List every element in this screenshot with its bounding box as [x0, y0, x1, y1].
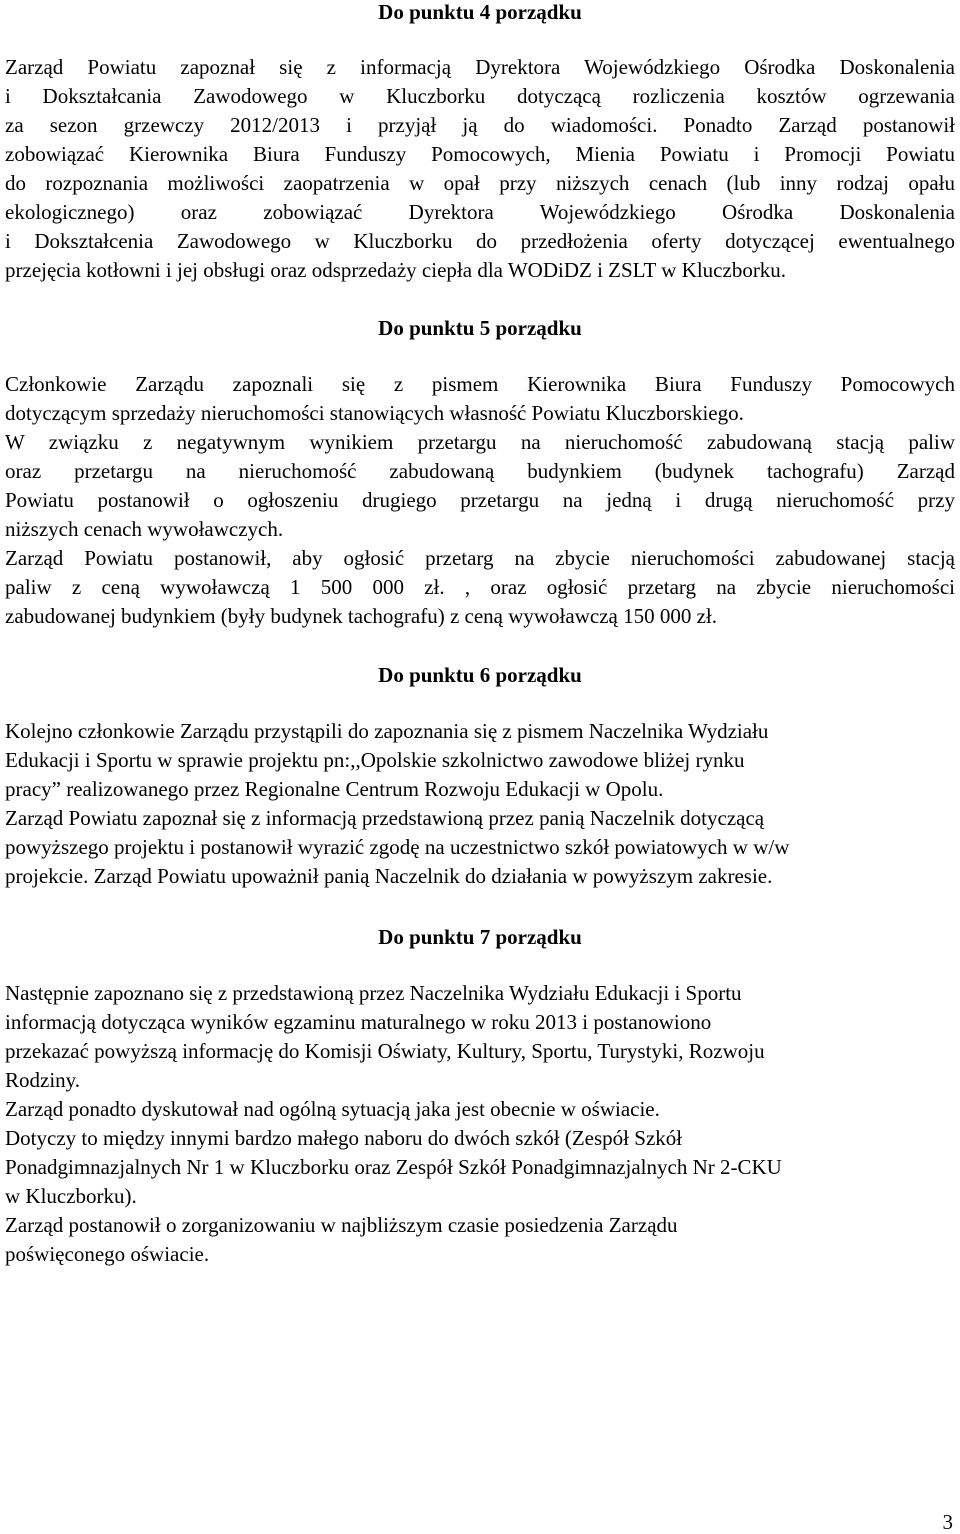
paragraph-line: informacją dotycząca wyników egzaminu maturalnego w roku 2013 i postanowiono [5, 1010, 712, 1034]
paragraph-line: ekologicznego) oraz zobowiązać Dyrektora Wojewódzkiego Ośrodka Doskonalenia [5, 200, 955, 224]
paragraph-line: projekcie. Zarząd Powiatu upoważnił panią Naczelnik do działania w powyższym zakresie. [5, 864, 773, 888]
paragraph-line: Zarząd postanowił o zorganizowaniu w najbliższym czasie posiedzenia Zarządu [5, 1213, 678, 1237]
paragraph-line: Edukacji i Sportu w sprawie projektu pn:,,Opolskie szkolnictwo zawodowe bliżej rynku [5, 748, 745, 772]
paragraph-line: Rodziny. [5, 1068, 81, 1092]
paragraph-line: przekazać powyższą informację do Komisji Oświaty, Kultury, Sportu, Turystyki, Rozwoju [5, 1039, 765, 1063]
paragraph-line: powyższego projektu i postanowił wyrazić zgodę na uczestnictwo szkół powiatowych w w/w [5, 835, 790, 859]
page-number: 3 [942, 1510, 953, 1534]
section-heading: Do punktu 4 porządku [378, 0, 582, 24]
paragraph-line: paliw z ceną wywoławczą 1 500 000 zł. , oraz ogłosić przetarg na zbycie nieruchomości [5, 575, 955, 599]
paragraph-line: zobowiązać Kierownika Biura Funduszy Pomocowych, Mienia Powiatu i Promocji Powiatu [5, 142, 955, 166]
paragraph-line: i Dokształcania Zawodowego w Kluczborku dotyczącą rozliczenia kosztów ogrzewania [5, 84, 955, 108]
paragraph-line: Zarząd Powiatu zapoznał się z informacją Dyrektora Wojewódzkiego Ośrodka Doskonalenia [5, 55, 955, 79]
paragraph-line: W związku z negatywnym wynikiem przetargu na nieruchomość zabudowaną stacją paliw [5, 430, 955, 454]
paragraph-line: Ponadgimnazjalnych Nr 1 w Kluczborku oraz Zespół Szkół Ponadgimnazjalnych Nr 2-CKU [5, 1155, 782, 1179]
paragraph-line: Członkowie Zarządu zapoznali się z pismem Kierownika Biura Funduszy Pomocowych [5, 372, 955, 396]
paragraph-line: Zarząd ponadto dyskutował nad ogólną sytuacją jaka jest obecnie w oświacie. [5, 1097, 660, 1121]
paragraph-line: i Dokształcenia Zawodowego w Kluczborku do przedłożenia oferty dotyczącej ewentualnego [5, 229, 955, 253]
paragraph-line: Powiatu postanowił o ogłoszeniu drugiego przetargu na jedną i drugą nieruchomość przy [5, 488, 955, 512]
paragraph-line: zabudowanej budynkiem (były budynek tachografu) z ceną wywoławczą 150 000 zł. [5, 604, 718, 628]
paragraph-line: Zarząd Powiatu postanowił, aby ogłosić przetarg na zbycie nieruchomości zabudowanej stacją [5, 546, 955, 570]
paragraph-line: pracy” realizowanego przez Regionalne Centrum Rozwoju Edukacji w Opolu. [5, 777, 664, 801]
paragraph-line: oraz przetargu na nieruchomość zabudowaną budynkiem (budynek tachografu) Zarząd [5, 459, 955, 483]
paragraph-line: przejęcia kotłowni i jej obsługi oraz odsprzedaży ciepła dla WODiDZ i ZSLT w Kluczborku. [5, 258, 787, 282]
paragraph-line: Kolejno członkowie Zarządu przystąpili do zapoznania się z pismem Naczelnika Wydziału [5, 719, 769, 743]
section-heading: Do punktu 6 porządku [378, 663, 582, 687]
paragraph-line: Zarząd Powiatu zapoznał się z informacją przedstawioną przez panią Naczelnik dotyczącą [5, 806, 765, 830]
paragraph-line: w Kluczborku). [5, 1184, 137, 1208]
section-heading: Do punktu 5 porządku [378, 316, 582, 340]
paragraph-line: poświęconego oświacie. [5, 1242, 210, 1266]
paragraph-line: Dotyczy to między innymi bardzo małego naboru do dwóch szkół (Zespół Szkół [5, 1126, 683, 1150]
paragraph-line: za sezon grzewczy 2012/2013 i przyjął ją do wiadomości. Ponadto Zarząd postanowił [5, 113, 955, 137]
paragraph-line: niższych cenach wywoławczych. [5, 517, 284, 541]
paragraph-line: Następnie zapoznano się z przedstawioną przez Naczelnika Wydziału Edukacji i Sportu [5, 981, 742, 1005]
section-heading: Do punktu 7 porządku [378, 925, 582, 949]
paragraph-line: do rozpoznania możliwości zaopatrzenia w opał przy niższych cenach (lub inny rodzaj opału [5, 171, 955, 195]
paragraph-line: dotyczącym sprzedaży nieruchomości stanowiących własność Powiatu Kluczborskiego. [5, 401, 744, 425]
